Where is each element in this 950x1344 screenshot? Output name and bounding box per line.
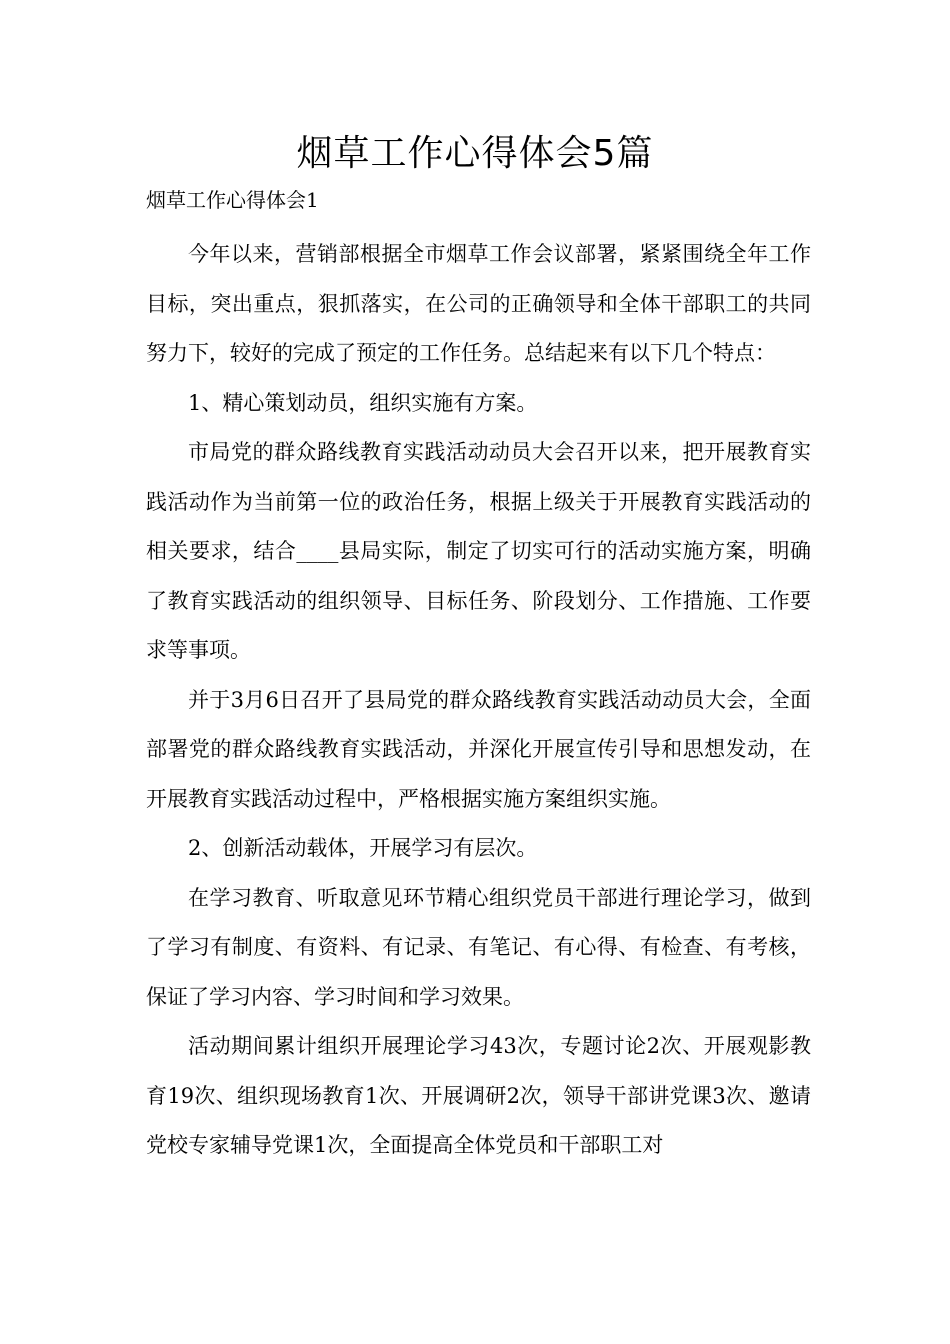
paragraph: 市局党的群众路线教育实践活动动员大会召开以来，把开展教育实践活动作为当前第一位的政治任务，根据上级关于开展教育实践活动的相关要求，结合____县局实际，制定了切实可行的活动实施方案，明确了教育实践活动的组织领导、目标任务、阶段划分、工作措施、工作要求等事项。	[146, 440, 811, 662]
paragraph: 2、创新活动载体，开展学习有层次。	[188, 836, 538, 860]
document-body	[146, 230, 811, 1171]
paragraph: 今年以来，营销部根据全市烟草工作会议部署，紧紧围绕全年工作目标，突出重点，狠抓落实，在公司的正确领导和全体干部职工的共同努力下，较好的完成了预定的工作任务。总结起来有以下几个特点：	[146, 242, 811, 365]
paragraph: 1、精心策划动员，组织实施有方案。	[188, 390, 538, 415]
section-heading: 烟草工作心得体会1	[146, 188, 319, 212]
paragraph: 并于3月6日召开了县局党的群众路线教育实践活动动员大会，全面部署党的群众路线教育实践活动，并深化开展宣传引导和思想发动，在开展教育实践活动过程中，严格根据实施方案组织实施。	[146, 687, 811, 811]
paragraph: 在学习教育、听取意见环节精心组织党员干部进行理论学习，做到了学习有制度、有资料、有记录、有笔记、有心得、有检查、有考核，保证了学习内容、学习时间和学习效果。	[146, 885, 811, 1009]
document-title: 烟草工作心得体会5篇	[296, 133, 654, 174]
paragraph: 活动期间累计组织开展理论学习43次，专题讨论2次、开展观影教育19次、组织现场教育1次、开展调研2次，领导干部讲党课3次、邀请党校专家辅导党课1次，全面提高全体党员和干部职工对	[146, 1034, 811, 1157]
